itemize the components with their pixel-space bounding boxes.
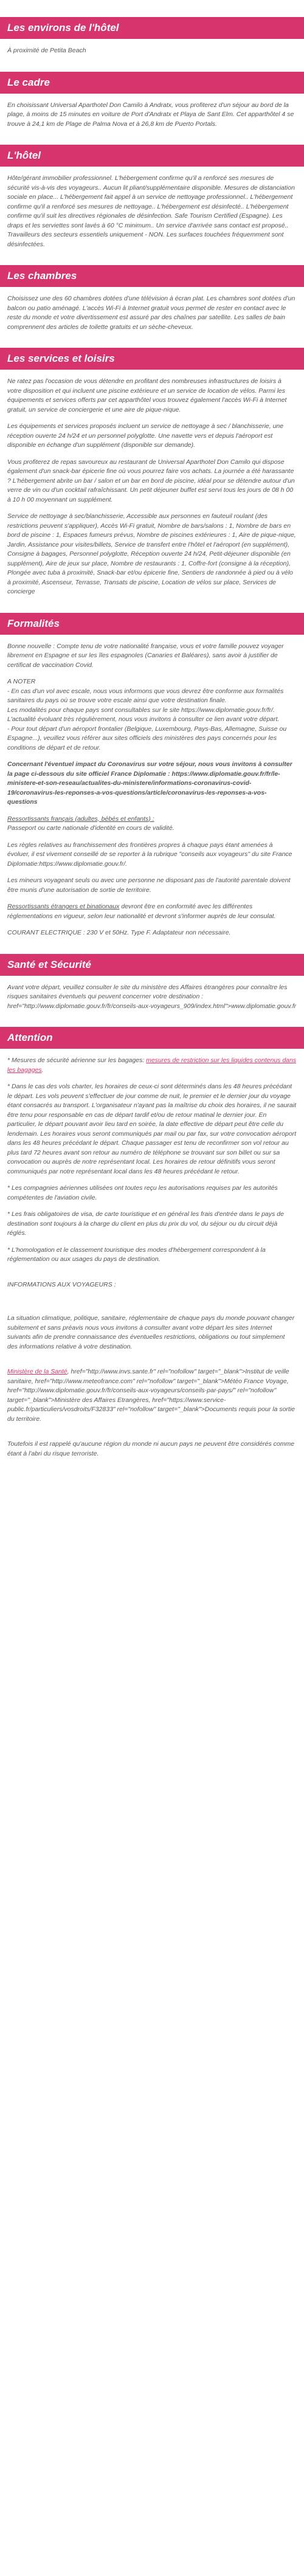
cadre-text: En choisissant Universal Aparthotel Don Camilo à Andratx, vous profiterez d'un séjour au bord de la plage, à moins de 15 minutes en voiture de Port d'Andratx et Playa de Sant Elm. Cet apparthôtel 4 se trouve à 24,1 km de Plage de Palma Nova et à 26,8 km de Puerto Portals. — [7, 101, 294, 128]
attention-frais: * Les frais obligatoires de visa, de carte touristique et en général les frais d'entrée dans le pays de destination sont toujours à la charge du client en plus du prix du vol, du séjour ou du circuit déjà réglés. — [7, 1210, 284, 1237]
ressortissants-etrangers-label: Ressortissants étrangers et binationaux — [7, 903, 120, 910]
spacer — [7, 1431, 297, 1440]
formalites-etrangers — [7, 902, 297, 921]
formalites-text-1: Bonne nouvelle : Compte tenu de votre nationalité française, vous et votre famille pouvez voyager librement en Espagne et sur les îles espagnoles (Canaries et Baléares), sans avoir à justifier de certificat de vaccination Covid. — [7, 642, 284, 669]
section-body-services — [0, 370, 304, 597]
section-services — [0, 348, 304, 597]
section-formalites — [0, 613, 304, 938]
section-title-hotel: L'hôtel — [0, 145, 304, 167]
liquides-restriction-link[interactable]: mesures de restriction sur les liquides contenus dans les bagages — [7, 1057, 297, 1074]
ressortissants-etrangers-text: devront être en conformité avec les différentes réglementations en vigueur, selon leur nationalité et devront s'informer auprès de leur consulat. — [7, 903, 276, 920]
section-chambres — [0, 265, 304, 332]
formalites-text-8: Les règles relatives au franchissement des frontières propres à chaque pays étant amenées à évoluer, il est vivement conseillé de se reporter à la rubrique "conseils aux voyageurs" du site France Diplomatie:https://www.diplomatie.gouv.fr/. — [7, 841, 292, 868]
attention-compagnies: * Les compagnies aériennes utilisées ont toutes reçu les autorisations requises par les autorités compétentes de l'aviation civile. — [7, 1184, 278, 1201]
ressortissants-francais-text: Passeport ou carte nationale d'identité en cours de validité. — [7, 824, 174, 832]
section-sante — [0, 954, 304, 1012]
section-body-cadre — [0, 94, 304, 129]
courant-electrique-text: COURANT ELECTRIQUE : 230 V et 50Hz. Type F. Adaptateur non nécessaire. — [7, 929, 231, 936]
section-title-services: Les services et loisirs — [0, 348, 304, 370]
environs-text: À proximité de Petita Beach — [7, 47, 86, 54]
spacer — [7, 1272, 297, 1280]
section-cadre — [0, 72, 304, 129]
section-body-formalites — [0, 635, 304, 938]
services-text-4: Service de nettoyage à sec/blanchisserie, Accessible aux personnes en fauteuil roulant (des restrictions peuvent s'appliquer), Accès Wi-Fi gratuit, Nombre de bars/salons : 1, Nombre de bars en bord de piscine : 1, Espaces fumeurs prévus, Nombre de piscines extérieures : 1, Aire de pique-nique, Jardin, Assistance pour visites/billets, Service de transfert entre l'hôtel et l'aéroport (en supplément), Consigne à bagages, Personnel polyglotte, Réception ouverte 24 h/24, Petit-déjeuner disponible (en supplément), Aire de jeux sur place, Nombre de restaurants : 1, Coffre-fort (consigne à la réception), Plongée avec tuba à proximité, Snack-bar et/ou épicerie fine, Sentiers de randonnée à pied ou à vélo à proximité, Ascenseur, Terrasse, Transats de piscine, Location de vélos sur place, Services de concierge — [7, 513, 296, 595]
hotel-text: Hôte/gérant immobilier professionnel. L'hébergement confirme qu'il a renforcé ses mesures de sécurité vis-à-vis des voyageurs.. Aucun lit pliant/supplémentaire disponible. Mesures de distanciation sociale en place... L'hébergement fait appel à un service de nettoyage professionnel.. L'hébergement confirme qu'il a renforcé ses mesures de nettoyage.. L'hébergement est désinfecté.. L'hébergement confirme qu'il suit les directives régionales de désinfection. Safe Tourism Certified (Espagne). Les draps et les serviettes sont lavés à 60 °C minimum.. Un service d'arrivée sans contact est proposé.. Travailleurs des secteurs essentiels uniquement - NON. Les surfaces touchées fréquemment sont désinfectées. — [7, 174, 295, 248]
formalites-coronavirus-text: Concernant l'éventuel impact du Coronavirus sur votre séjour, nous vous invitons à consulter la page ci-dessous du site officiel France Diplomatie : https://www.diplomatie.gouv.fr/fr/le-ministere-et-son-reseau/actualites-du-ministere/informations-coronavirus-covid-19/coronavirus-les-reponses-a-vos-questions/article/coronavirus-les-reponses-a-vos-questions — [7, 761, 292, 806]
ressortissants-francais-label: Ressortissants français (adultes, bébés et enfants) : — [7, 815, 154, 823]
section-title-attention: Attention — [0, 1027, 304, 1049]
spacer — [7, 1359, 297, 1367]
services-text-3: Vous profiterez de repas savoureux au restaurant de Universal Aparthotel Don Camilo qui dispose également d'un snack-bar épicerie fine où vous pourrez faire vos achats. La journée a été harassante ? L'hébergement abrite un bar / salon et un bar en bord de piscine, idéal pour se détendre autour d'un verre de vin ou d'un cocktail rafraîchissant. Un petit déjeuner buffet est servi tous les jours de 08 h 00 à 10 h 00 moyennant un supplément. — [7, 458, 295, 503]
section-title-cadre: Le cadre — [0, 72, 304, 94]
attention-terrorisme: Toutefois il est rappelé qu'aucune région du monde ni aucun pays ne peuvent être considérés comme étant à l'abri du risque terroriste. — [7, 1440, 295, 1457]
formalites-ressortissants — [7, 815, 297, 834]
page — [0, 17, 304, 1459]
attention-bagages-text: * Mesures de sécurité aérienne sur les bagages: — [7, 1057, 147, 1064]
attention-liens-text: , href="http://www.invs.sante.fr" rel="nofollow" target="_blank">Institut de veille sanitaire, href="http://www.meteofrance.com" rel="nofollow" target="_blank">Météo France Voyage, href="http://www.diplomatie.gouv.fr/fr/conseils-aux-voyageurs/conseils-par-pays/" rel="nofollow" target="_blank">Ministère des Affaires Etrangères, href="https://www.service-public.fr/particuliers/vosdroits/F32833" rel="nofollow" target="_blank">Documents requis pour la sortie du territoire. — [7, 1368, 295, 1423]
attention-situation: La situation climatique, politique, sanitaire, réglementaire de chaque pays du monde pouvant changer subitement et sans préavis nous vous invitons à consulter avant votre départ les sites Internet suivants afin de prendre connaissance des éventuelles restrictions, obligations ou tout simplement des informations relative à votre destination. — [7, 1314, 295, 1350]
spacer — [7, 1297, 297, 1305]
attention-homologation: * L'homologation et le classement touristique des modes d'hébergement correspondent à la réglementation ou aux usages du pays de destination. — [7, 1246, 266, 1263]
section-hotel — [0, 145, 304, 249]
section-body-chambres — [0, 287, 304, 332]
attention-vols-charter: * Dans le cas des vols charter, les horaires de ceux-ci sont déterminés dans les 48 heures précédant le départ. Les vols peuvent s'effectuer de jour comme de nuit, le premier et le dernier jour du voyage étant consacrés au transport. L'organisateur n'ayant pas la maîtrise du choix des horaires, il ne saurait être tenu pour responsable en cas de départ tardif et/ou de retour matinal le dernier jour. En particulier, le départ pouvant avoir lieu tard en soirée, la date effective de départ peut être celle du lendemain. Les horaires vous seront communiqués par mail ou par fax, sur votre convocation aéroport dans les 48 heures précédant le départ. Chaque passager est tenu de reconfirmer son vol retour au plus tard 72 heures avant son retour au numéro de téléphone se trouvant sur son billet ou sur sa convocation ou auprès de notre représentant local. Les horaires de retour définitifs vous seront communiqués par notre représentant local dans les 48 heures précédant le retour. — [7, 1083, 297, 1175]
attention-bagages-end: . — [41, 1066, 44, 1074]
sante-text: Avant votre départ, veuillez consulter le site du ministère des Affaires étrangères pour connaître les risques sanitaires éventuels qui peuvent concerner votre destination : href="http://www.diplomatie.gouv.fr/fr/conseils-aux-voyageurs_909/index.html">www.diplomatie.gouv.fr — [7, 983, 297, 1010]
formalites-note-heading: A NOTER — [7, 678, 36, 685]
informations-voyageurs-heading: INFORMATIONS AUX VOYAGEURS : — [7, 1280, 116, 1288]
attention-liens — [7, 1367, 297, 1424]
section-attention — [0, 1027, 304, 1459]
attention-bagages — [7, 1056, 297, 1075]
section-body-hotel — [0, 167, 304, 249]
spacer — [7, 1305, 297, 1314]
services-text-1: Ne ratez pas l'occasion de vous détendre en profitant des nombreuses infrastructures de loisirs à votre disposition et qui incluent une piscine extérieure et un service de location de vélos. Parmi les équipements et services offerts par cet apparthôtel vous trouvez également l'accès Wi-Fi à Internet gratuit, un service de conciergerie et une aire de pique-nique. — [7, 378, 287, 413]
ministere-sante-link[interactable]: Ministère de la Santé — [7, 1368, 67, 1375]
section-title-environs: Les environs de l'hôtel — [0, 17, 304, 39]
services-text-2: Les équipements et services proposés incluent un service de nettoyage à sec / blanchisserie, une réception ouverte 24 h/24 et un personnel polyglotte. Une navette vers et depuis l'aéroport est disponible en échange d'un supplément (disponible sur demande). — [7, 423, 284, 449]
section-body-attention — [0, 1049, 304, 1459]
section-title-formalites: Formalités — [0, 613, 304, 635]
section-environs — [0, 17, 304, 56]
section-title-sante: Santé et Sécurité — [0, 954, 304, 976]
section-body-sante — [0, 976, 304, 1012]
formalites-text-5: - Pour tout départ d'un aéroport frontalier (Belgique, Luxembourg, Pays-Bas, Allemagne, Suisse ou Espagne...), veuillez vous référer aux sites officiels des ministères des pays concernés pour les conditions de départ et de retour. — [7, 725, 287, 751]
chambres-text: Choisissez une des 60 chambres dotées d'une télévision à écran plat. Les chambres sont dotées d'un balcon ou patio aménagé. L'accès Wi-Fi à Internet gratuit vous permet de rester en contact avec le reste du monde et votre divertissement est assuré par des chaînes par satellite. Les salles de bain comprennent des articles de toilette gratuits et un sèche-cheveux. — [7, 295, 295, 331]
formalites-text-9: Les mineurs voyageant seuls ou avec une personne ne disposant pas de l'autorité parentale doivent être munis d'une autorisation de sortie de territoire. — [7, 877, 291, 894]
formalites-text-4: Les modalités pour chaque pays sont consultables sur le site https://www.diplomatie.gouv.fr/fr/. L'actualité évoluant très régulièrement, nous vous invitons à consulter ce lien avant votre départ. — [7, 706, 280, 723]
formalites-text-3: - En cas d'un vol avec escale, nous vous informons que vous devrez être conforme aux formalités sanitaires du pays où se trouve votre escale ainsi que votre destination finale. — [7, 687, 284, 704]
section-title-chambres: Les chambres — [0, 265, 304, 287]
section-body-environs — [0, 39, 304, 56]
